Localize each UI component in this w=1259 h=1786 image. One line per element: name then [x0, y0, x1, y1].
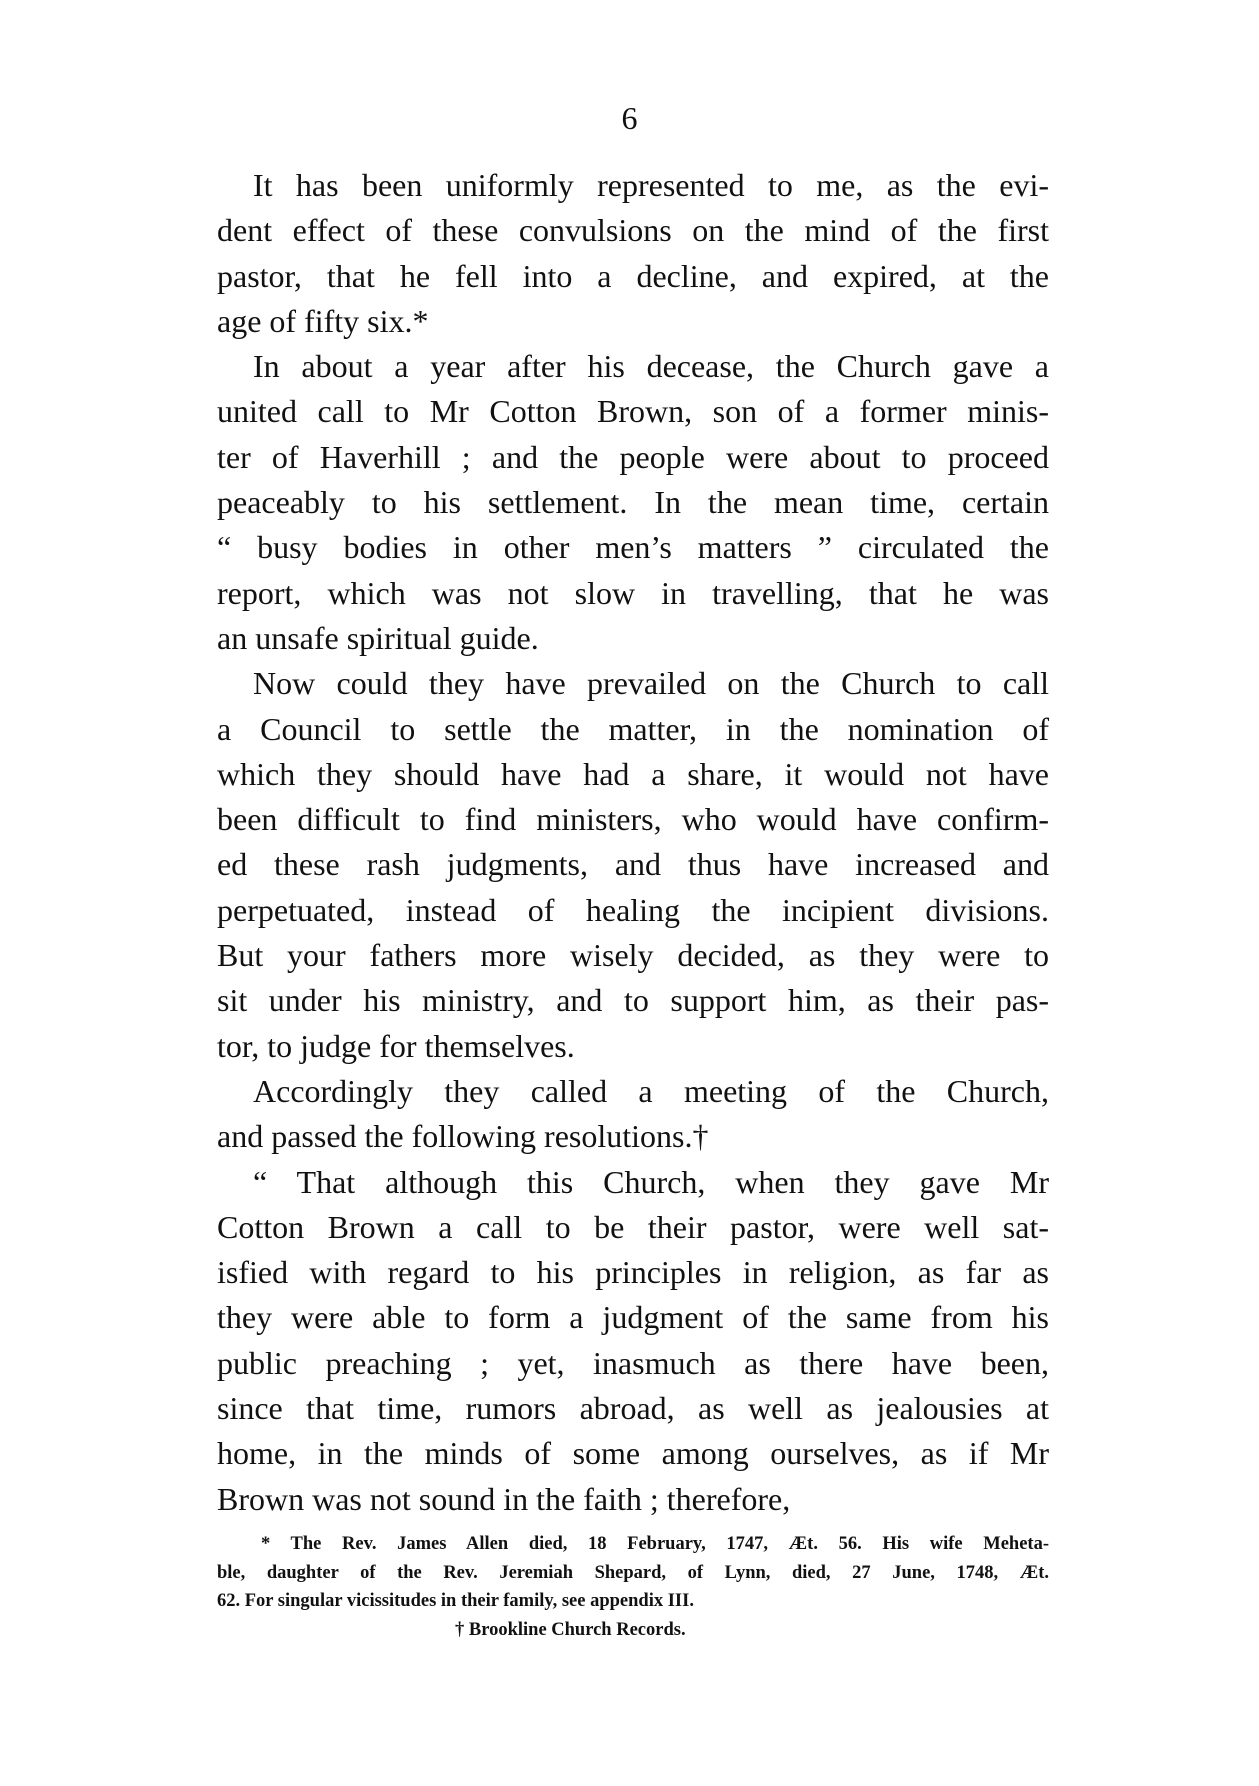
text-line: since that time, rumors abroad, as well as jealousies at — [217, 1390, 1049, 1427]
text-line: perpetuated, instead of healing the incipient divisions. — [217, 891, 1049, 928]
text-line: they were able to form a judgment of the same from his — [217, 1299, 1049, 1336]
paragraph — [217, 1069, 1049, 1160]
text-line: report, which was not slow in travelling, that he was — [217, 574, 1049, 611]
text-line: public preaching ; yet, inasmuch as there have been, — [217, 1344, 1049, 1381]
text-line: But your fathers more wisely decided, as they were to — [217, 937, 1049, 974]
text-line: dent effect of these convulsions on the mind of the first — [217, 212, 1049, 249]
text-line: isfied with regard to his principles in religion, as far as — [217, 1254, 1049, 1291]
text-line: which they should have had a share, it would not have — [217, 755, 1049, 792]
paragraph — [217, 344, 1049, 661]
paragraph — [217, 163, 1049, 344]
text-line: “ That although this Church, when they gave Mr — [253, 1163, 1049, 1200]
text-line: tor, to judge for themselves. — [217, 1027, 575, 1064]
text-line: Now could they have prevailed on the Church to call — [253, 665, 1049, 702]
text-line: It has been uniformly represented to me, as the evi- — [253, 167, 1049, 203]
text-line: and passed the following resolutions.† — [217, 1118, 709, 1155]
page-number: 6 — [621, 100, 638, 136]
text-line: an unsafe spiritual guide. — [217, 619, 539, 656]
text-line: Cotton Brown a call to be their pastor, were well sat- — [217, 1208, 1049, 1245]
text-line: Brown was not sound in the faith ; therefore, — [217, 1480, 791, 1517]
text-line: peaceably to his settlement. In the mean time, certain — [217, 484, 1049, 521]
footnote-line: * The Rev. James Allen died, 18 February, 1747, Æt. 56. His wife Meheta- — [261, 1534, 1049, 1554]
text-line: a Council to settle the matter, in the nomination of — [217, 710, 1049, 747]
footnote-line: ble, daughter of the Rev. Jeremiah Shepard, of Lynn, died, 27 June, 1748, Æt. — [217, 1562, 1049, 1583]
paragraph — [217, 661, 1049, 1069]
text-line: age of fifty six.* — [217, 302, 429, 339]
footnote-line: 62. For singular vicissitudes in their family, see appendix III. — [217, 1591, 694, 1611]
body-text — [217, 163, 1049, 1522]
footnote-dagger: † Brookline Church Records. — [455, 1619, 686, 1640]
footnotes — [217, 1530, 1049, 1644]
text-line: sit under his ministry, and to support him, as their pas- — [217, 982, 1049, 1019]
text-line: ter of Haverhill ; and the people were about to proceed — [217, 438, 1049, 475]
text-line: home, in the minds of some among ourselves, as if Mr — [217, 1435, 1049, 1472]
text-line: ed these rash judgments, and thus have increased and — [217, 846, 1049, 883]
text-line: Accordingly they called a meeting of the Church, — [253, 1072, 1049, 1109]
text-line: united call to Mr Cotton Brown, son of a former minis- — [217, 393, 1049, 430]
text-line: been difficult to find ministers, who would have confirm- — [217, 801, 1049, 838]
text-line: In about a year after his decease, the Church gave a — [253, 348, 1049, 385]
text-line: “ busy bodies in other men’s matters ” circulated the — [217, 529, 1049, 566]
paragraph — [217, 1160, 1049, 1522]
text-line: pastor, that he fell into a decline, and expired, at the — [217, 257, 1049, 294]
